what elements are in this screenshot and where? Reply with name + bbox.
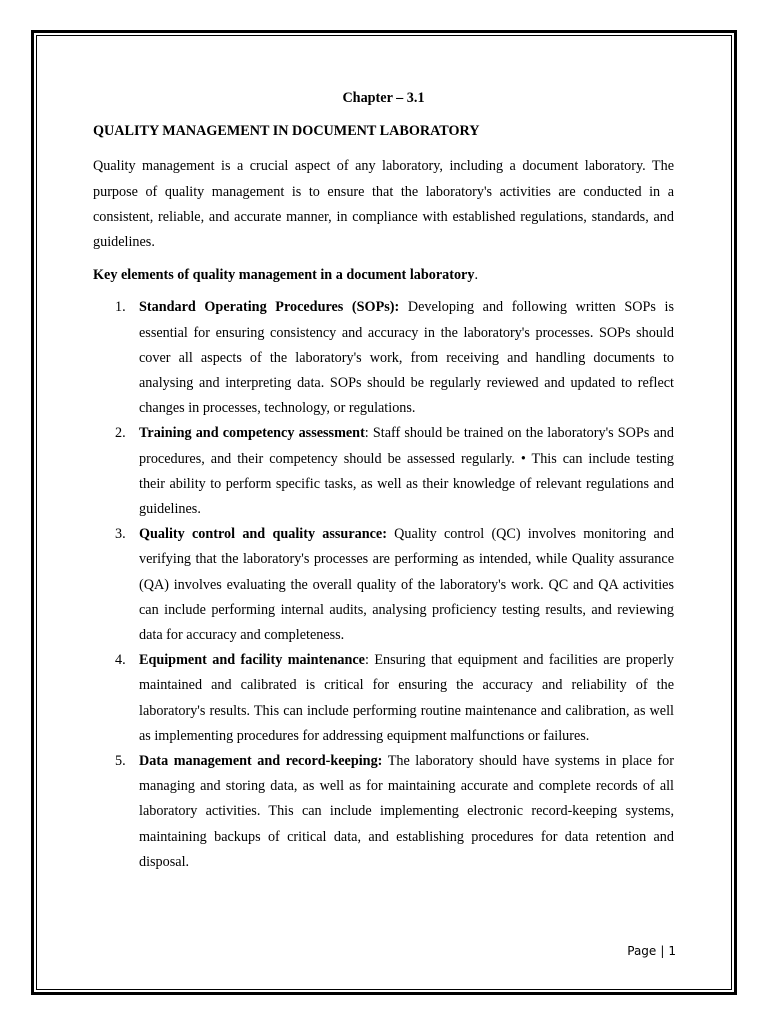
key-elements-heading-period: .: [474, 267, 478, 284]
list-item: [93, 648, 674, 749]
page-separator: |: [660, 944, 665, 958]
chapter-title: Chapter – 3.1: [342, 90, 425, 106]
list-item: [93, 295, 674, 421]
section-heading: QUALITY MANAGEMENT IN DOCUMENT LABORATORY: [93, 123, 480, 140]
page-number: 1: [668, 944, 676, 958]
list-item-title: Training and competency assessment: [139, 425, 365, 442]
list-item: [93, 421, 674, 522]
key-elements-heading-text: Key elements of quality management in a document laboratory: [93, 267, 475, 284]
page-footer: [600, 944, 676, 958]
list-item-number: 2.: [115, 425, 126, 442]
list-item-text: The laboratory should have systems in place for managing and storing data, as well as for maintaining accurate and complete records of all laboratory activities. This can include implementing electronic record-keeping systems, maintaining backups of critical data, and establishing procedures for data retention and disposal.: [139, 753, 674, 870]
list-item-text: : Staff should be trained on the laboratory's SOPs and procedures, and their competency should be assessed regularly. • This can include testing their ability to perform specific tasks, as well as their knowledge of relevant regulations and guidelines.: [139, 425, 674, 518]
list-item-title: Standard Operating Procedures (SOPs):: [139, 299, 400, 316]
list-item-number: 4.: [115, 652, 126, 669]
key-elements-heading: [93, 263, 674, 288]
page-label: Page: [627, 944, 657, 958]
list-item: [93, 522, 674, 648]
list-item: [93, 749, 674, 875]
list-item-title: Quality control and quality assurance:: [139, 526, 387, 543]
key-elements-list: [93, 295, 674, 875]
list-item-text: Quality control (QC) involves monitoring and verifying that the laboratory's processes are performing as intended, while Quality assurance (QA) involves evaluating the overall quality of the laboratory's work. QC and QA activities can include performing internal audits, analysing proficiency testing results, and reviewing data for accuracy and completeness.: [139, 526, 674, 644]
list-item-text: : Ensuring that equipment and facilities are properly maintained and calibrated is critical for ensuring the accuracy and reliability of the laboratory's results. This can include performing routine maintenance and calibration, as well as implementing procedures for addressing equipment malfunctions or failures.: [139, 652, 674, 744]
intro-paragraph: Quality management is a crucial aspect of any laboratory, including a document laboratory. The purpose of quality management is to ensure that the laboratory's activities are conducted in a consistent, reliable, and accurate manner, in compliance with established regulations, standards, and guidelines.: [93, 158, 674, 251]
list-item-text: Developing and following written SOPs is essential for ensuring consistency and accuracy in the laboratory's processes. SOPs should cover all aspects of the laboratory's work, from receiving and handling documents to analysing and interpreting data. SOPs should be regularly reviewed and updated to reflect changes in processes, technology, or regulations.: [139, 299, 675, 417]
document-body: [93, 86, 674, 875]
list-item-number: 3.: [115, 526, 126, 543]
list-item-title: Equipment and facility maintenance: [139, 652, 365, 669]
list-item-number: 5.: [115, 753, 126, 770]
list-item-title: Data management and record-keeping:: [139, 753, 383, 770]
list-item-number: 1.: [115, 299, 126, 316]
